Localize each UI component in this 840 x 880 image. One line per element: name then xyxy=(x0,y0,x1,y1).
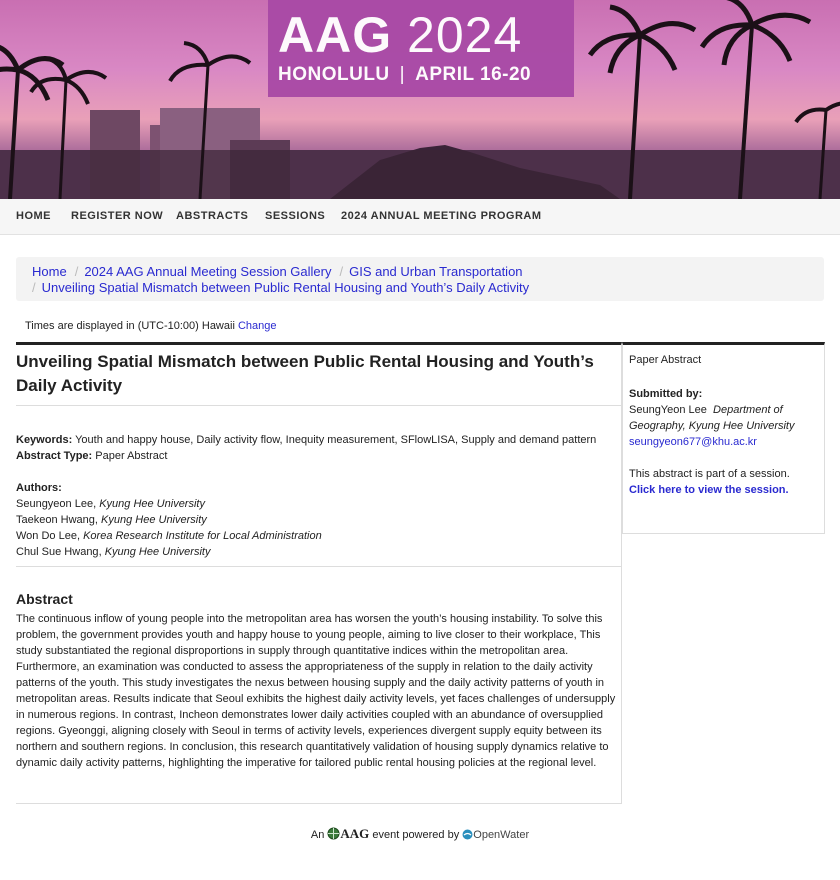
divider xyxy=(16,405,621,406)
divider xyxy=(16,566,621,567)
footer-aag-brand[interactable]: AAG xyxy=(340,826,370,841)
nav-sessions[interactable]: SESSIONS xyxy=(265,210,326,222)
author-item: Won Do Lee, Korea Research Institute for Local Administration xyxy=(16,530,322,542)
author-item: Taekeon Hwang, Kyung Hee University xyxy=(16,514,207,526)
breadcrumb-separator: / xyxy=(32,280,36,295)
submitter-affiliation: Department of Geography, Kyung Hee University xyxy=(629,404,795,432)
logo-subtitle: HONOLULU | APRIL 16-20 xyxy=(278,64,532,85)
session-info xyxy=(629,466,819,498)
breadcrumb xyxy=(16,257,824,301)
breadcrumb-session[interactable]: GIS and Urban Transportation xyxy=(349,264,523,279)
submission-panel xyxy=(622,342,825,534)
session-note: This abstract is part of a session. xyxy=(629,468,790,480)
timezone-notice xyxy=(25,320,277,332)
paper-details xyxy=(16,342,622,804)
timezone-text: Times are displayed in (UTC-10:00) Hawaii xyxy=(25,320,235,332)
view-session-link[interactable]: Click here to view the session. xyxy=(629,484,789,496)
nav-home[interactable]: HOME xyxy=(16,210,51,222)
authors-label: Authors: xyxy=(16,482,62,494)
breadcrumb-separator: / xyxy=(339,264,344,279)
submitted-by xyxy=(629,386,819,450)
submitted-by-label: Submitted by: xyxy=(629,388,703,400)
paper-meta xyxy=(16,432,621,464)
panel-type: Paper Abstract xyxy=(629,354,702,366)
abstract-text: The continuous inflow of young people into the metropolitan area has worsen the youth’s housing instability. To solve this problem, the government provides youth and happy house to young people, aiming to live closer to their workplace, This study substantiated the regional disproportions in supply through quantitative indices within the metropolitan area. Furthermore, an examination was conducted to assess the appropriateness of the supply in relation to the daily activity patterns of the youth. This study investigates the nexus between housing supply and the daily activity patterns of youth in metropolitan areas. Results indicate that Seoul exhibits the highest daily activity levels, yet faces challenges of undersupply in numerous regions. In contrast, Incheon demonstrates lower daily activities coupled with an abundance of oversupplied regions. Gyeonggi, aligning closely with Seoul in terms of activity levels, experiences divergent supply equity between its northern and southern regions. In conclusion, this research quantitatively validation of housing supply dynamics relative to dynamic daily activity patterns, highlighting the imperative for tailored public rental housing policies at the regional level. xyxy=(16,613,616,769)
abstract-type-label: Abstract Type: xyxy=(16,450,93,462)
footer-powered-by: event powered by xyxy=(372,829,460,841)
author-item: Seungyeon Lee, Kyung Hee University xyxy=(16,498,205,510)
aag-globe-icon xyxy=(327,827,340,843)
keywords-value: Youth and happy house, Daily activity flow, Inequity measurement, SFlowLISA, Supply and demand pattern xyxy=(75,434,597,446)
logo-title: AAG 2024 xyxy=(278,7,523,63)
abstract-type-value: Paper Abstract xyxy=(95,450,168,462)
footer-openwater-link[interactable]: OpenWater xyxy=(473,829,530,841)
author-item: Chul Sue Hwang, Kyung Hee University xyxy=(16,546,211,558)
footer-prefix: An xyxy=(310,829,325,841)
breadcrumb-current-paper[interactable]: Unveiling Spatial Mismatch between Public Rental Housing and Youth’s Daily Activity xyxy=(41,280,530,295)
main-nav xyxy=(0,199,840,235)
abstract-heading: Abstract xyxy=(16,591,73,607)
aag-2024-logo[interactable] xyxy=(268,0,574,97)
nav-annual-meeting-program[interactable]: 2024 ANNUAL MEETING PROGRAM xyxy=(341,210,542,222)
nav-register-now[interactable]: REGISTER NOW xyxy=(71,210,164,222)
breadcrumb-session-gallery[interactable]: 2024 AAG Annual Meeting Session Gallery xyxy=(84,264,332,279)
page-title: Unveiling Spatial Mismatch between Public Rental Housing and Youth’s Daily Activity xyxy=(16,352,594,395)
breadcrumb-separator: / xyxy=(74,264,79,279)
submitter-name: SeungYeon Lee xyxy=(629,404,707,416)
header-banner xyxy=(0,0,840,199)
keywords-label: Keywords: xyxy=(16,434,73,446)
submitter-email-link[interactable]: seungyeon677@khu.ac.kr xyxy=(629,436,757,448)
authors-list xyxy=(16,480,621,560)
breadcrumb-home[interactable]: Home xyxy=(32,264,67,279)
footer xyxy=(0,826,840,843)
nav-abstracts[interactable]: ABSTRACTS xyxy=(176,210,249,222)
timezone-change-link[interactable]: Change xyxy=(237,320,277,332)
openwater-icon xyxy=(462,829,473,843)
